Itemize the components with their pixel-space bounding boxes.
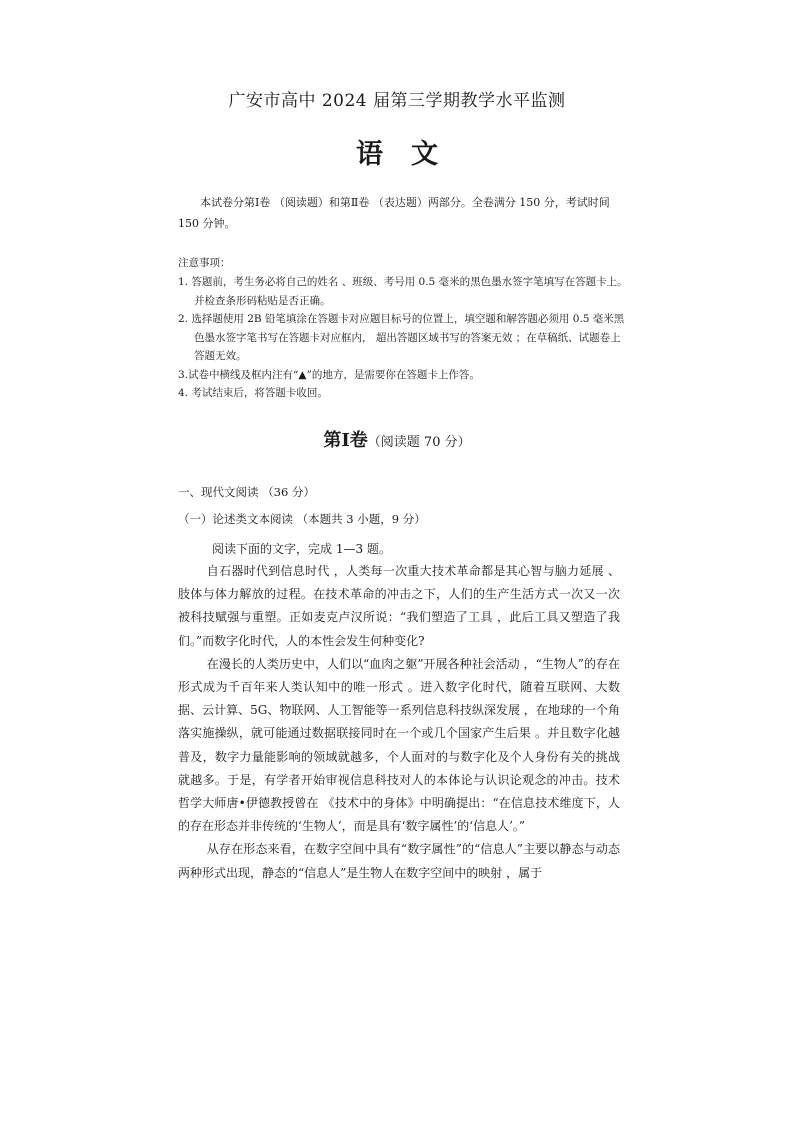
part-one-subtitle: （一）论述类文本阅读 （本题共 3 小题，9 分） <box>178 512 426 526</box>
section-heading-main: 第Ⅰ卷 <box>323 430 368 451</box>
note-item: 3.试卷中横线及框内注有“▲”的地方，是需要你在答题卡上作答。 <box>178 368 480 381</box>
notes-title: 注意事项： <box>178 257 231 269</box>
part-one-title: 一、现代文阅读 （36 分） <box>178 485 315 499</box>
note-item: 2. 选择题使用 2B 铅笔填涂在答题卡对应题目标号的位置上，填空题和解答题必须用 0.5 毫米黑色墨水签字笔书写在答题卡对应框内， 超出答题区域书写的答案无效 ；在草稿纸、试题卷上答题无效。 <box>178 313 625 362</box>
passage-paragraph: 在漫长的人类历史中，人们以“血肉之躯”开展各种社会活动 ，“生物人”的存在形式成为千百年来人类认知中的唯一形式 。进入数字化时代，随着互联网、大数据、云计算、5G、物联网、人工智能等一系列信息科技纵深发展 ，在地球的一个角落实施操纵，就可能通过数据联接同时在一个或几个国家产生后果 。并且数字化越普及，数字力量能影响的领域就越多，个人面对的与数字化及个人身份有关的挑战就越多。于是，有学者开始审视信息科技对人的本体论与认识论观念的冲击。技术哲学大师唐•伊德教授曾在 《技术中的身体》中明确提出：“在信息技术维度下，人的存在形态并非传统的‘生物人’，而是具有‘数字属性’的‘信息人’。” <box>178 656 620 834</box>
note-item: 4. 考试结束后，将答题卡收回。 <box>178 387 328 399</box>
reading-passage <box>178 560 620 885</box>
subject-title: 语文 <box>356 139 466 170</box>
note-item: 1. 答题前，考生务必将自己的姓名 、班级、考号用 0.5 毫米的黑色墨水签字笔填写在答题卡上。并检查条形码粘贴是否正确。 <box>178 276 628 307</box>
reading-instruction: 阅读下面的文字，完成 1—3 题。 <box>212 542 391 556</box>
section-heading <box>0 426 794 452</box>
notes-list <box>178 273 630 403</box>
passage-paragraph: 从存在形态来看，在数字空间中具有“数字属性”的“信息人”主要以静态与动态两种形式出现，静态的“信息人”是生物人在数字空间中的映射 ，属于 <box>178 842 620 880</box>
section-heading-sub: （阅读题 70 分） <box>367 435 471 450</box>
passage-paragraph: 自石器时代到信息时代 ，人类每一次重大技术革命都是其心智与脑力延展 、肢体与体力解放的过程。在技术革命的冲击之下，人们的生产生活方式一次又一次被科技赋强与重塑。正如麦克卢汉所说：“我们塑造了工具 ，此后工具又塑造了我们。”而数字化时代，人的本性会发生何种变化? <box>178 564 620 648</box>
exam-title: 广安市高中 2024 届第三学期教学水平监测 <box>228 91 566 111</box>
exam-intro: 本试卷分第Ⅰ卷 （阅读题）和第Ⅱ卷 （表达题）两部分。全卷满分 150 分，考试时间 150 分钟。 <box>178 196 610 230</box>
